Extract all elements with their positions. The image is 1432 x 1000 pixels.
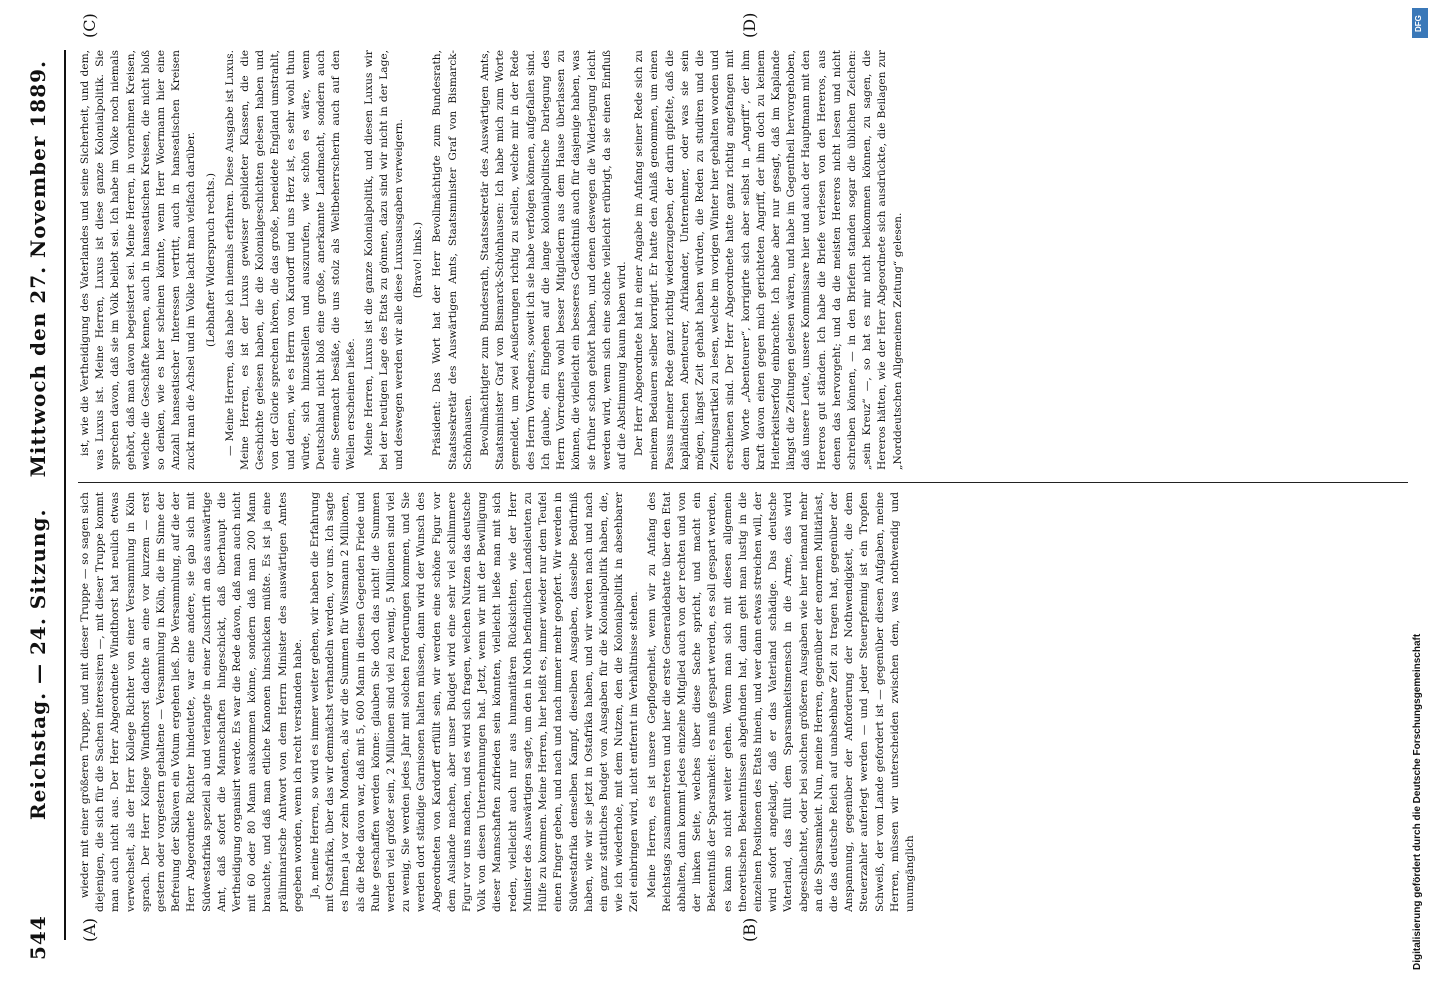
digitization-note-text: Digitalisierung gefördert durch die Deutsche Forschungsgemeinschaft xyxy=(1412,633,1423,970)
right-paragraph: Bevollmächtigter zum Bundesrath, Staatssekretär des Auswärtigen Amts, Staatsminister Graf von Bismarck-Schönhausen: Ich habe mich zum Worte gemeldet, um zwei Aeußerungen richtig zu stellen, welche mir in der Rede des Herrn Vorredners, soweit ich sie habe verfolgen können, aufgefallen sind. Ich glaube, ein Eingehen auf die lange kolonialpolitische Darlegung des Herrn Vorredners wohl besser Mitgliedern aus dem Hause überlassen zu können, die vielleicht ein besseres Gedächtniß auch für dasjenige haben, was sie früher schon gehört haben, und denen deswegen die Widerlegung leicht werden wird, wenn sich eine solche vielleicht erübrigt, da sie einen Einfluß auf die Abstimmung kaum haben wird. xyxy=(479,50,628,470)
header-rule xyxy=(64,50,66,940)
left-paragraph: Meine Herren, es ist unsere Gepflogenheit, wenn wir zu Anfang des Reichstags zusammentreten und hier die erste Generaldebatte über den Etat abhalten, dann kommt jedes einzelne Mitglied auch von der rechten und von der linken Seite, welches über diese Sache spricht, und macht ein Bekenntniß der Sparsamkeit: es muß gespart werden, es soll gespart werden, es kann so nicht weiter gehen. Wenn man sich mit diesen allgemein theoretischen Bekenntnissen abgefunden hat, dann geht man lustig in die einzelnen Positionen des Etats hinein, und wer dann etwas streichen will, der wird sofort angeklagt, daß er das Vaterland schädige. Das deutsche Vaterland, das füllt dem Sparsamkeitsmensch in die Arme, das wird abgeschlachtet, oder bei solchen größeren Ausgaben wie hier niemand mehr an die Sparsamkeit. Nun, meine Herren, gegenüber der enormen Militärlast, die das deutsche Reich auf unabsehbare Zeit zu tragen hat, gegenüber der Anspannung, gegenüber der Anforderung der Nothwendigkeit, die dem Steuerzahler auferlegt werden — und jeder Steuerpfennig ist ein Tropfen Schweiß, der vom Lande gefordert ist — gegenüber diesen Aufgaben, meine Herren, müssen wir unterscheiden zwischen dem, was nothwendig und unumgänglich xyxy=(645,492,916,912)
page-number: 544 xyxy=(26,915,50,960)
right-paragraph: Präsident: Das Wort hat der Herr Bevollmächtigte zum Bundesrath, Staatssekretär des Auswärtigen Amts, Staatsminister Graf von Bismarck-Schönhausen. xyxy=(431,50,474,470)
column-divider xyxy=(78,482,1408,483)
right-paragraph: ist, wie die Vertheidigung des Vaterlandes und seine Sicherheit, und dem, was Luxus ist. Meine Herren, Luxus ist diese ganze Kolonialpolitik. Sie sprechen davon, daß sie im Volk beliebt sei. Ich habe im Volke noch niemals gehört, daß man davon begeistert sei. Meine Herren, in vornehmen Kreisen, welche die Geschäfte kennen, auch in hanseatischen Kreisen, die nicht bloß so denken, wie es hier scheinen könnte, wenn Herr Woermann hier eine Anzahl hanseatischer Interessen vertritt, auch in hanseatischen Kreisen zuckt man die Achsel und im Volke lacht man vielfach darüber. xyxy=(79,50,198,470)
margin-marker-a: (A) xyxy=(80,917,99,942)
page-header xyxy=(20,40,60,960)
interjection: (Lebhafter Widerspruch rechts.) xyxy=(204,173,217,347)
left-paragraph: wieder mit einer größeren Truppe, und mit dieser Truppe — so sagen sich diejenigen, die sich für die Sachen interessiren —, mit dieser Truppe kommt man auch nicht aus. Der Herr Abgeordnete Windthorst hat neulich etwas verwechselt, als der Herr Kollege Richter von einer Versammlung in Köln sprach. Der Herr Kollege Windthorst dachte an eine vor kurzem — erst gestern oder vorgestern gehaltene — Versammlung in Köln, die im Sinne der Befreiung der Sklaven ein Votum ergehen ließ. Die Versammlung, auf die der Herr Abgeordnete Richter hindeutete, war eine andere, sie gab sich mit Südwestafrika speziell ab und verlangte in einer Zuschrift an das auswärtige Amt, daß sofort die Mannschaften hingeschickt, daß überhaupt die Vertheidigung organisirt werde. Es war die Rede davon, daß man auch nicht mit 60 oder 80 Mann auskommen könne, sondern daß man 200 Mann brauchte, und daß man etliche Kanonen hinschicken müßte. Es ist ja eine präliminarische Antwort von dem Herrn Minister des auswärtigen Amtes gegeben worden, wenn ich recht verstanden habe. xyxy=(79,492,304,912)
margin-marker-c: (C) xyxy=(80,13,99,38)
right-paragraph: — Meine Herren, das habe ich niemals erfahren. Diese Ausgabe ist Luxus. Meine Herren, es ist der Luxus gewisser gebildeter Klassen, die die Geschichte gelesen haben, die die Kolonialgeschichten gelesen haben und von der Glorie sprechen hören, die das große, beneidete England umstrahlt, und denen, wie es Herrn von Kardorff und uns Herz ist, es sehr wohl thun würde, sich hinzustellen und auszurufen, wie schön es wäre, wenn Deutschland nicht bloß eine große, anerkannte Landmacht, sondern auch eine Seemacht besäße, die uns stolz als Weltbeherrscherin auch auf den Wellen erscheinen ließe. xyxy=(223,50,358,470)
header-date: Mittwoch den 27. November 1889. xyxy=(26,60,50,478)
digitization-note xyxy=(1412,30,1426,970)
interjection: (Bravo! links.) xyxy=(412,221,425,299)
left-paragraph: Ja, meine Herren, so wird es immer weiter gehen, wir haben die Erfahrung mit Ostafrika, über das wir demnächst verhandeln werden, vor uns. Ich sagte es Ihnen ja vor zehn Monaten, als wir die Summen für Wissmann 2 Millionen, als die Rede davon war, daß mit 5, 600 Mann in diesen Gegenden Friede und Ruhe geschaffen werden könne: glauben Sie doch das nicht! die Summen werden viel größer sein, 2 Millionen sind viel zu wenig, 5 Millionen sind viel zu wenig, Sie werden jedes Jahr mit solchen Forderungen kommen, und Sie werden dort ständige Garnisonen halten müssen, dann wird der Wunsch des Abgeordneten von Kardorff erfüllt sein, wir werden eine schöne Figur vor dem Auslande machen, aber unser Budget wird eine sehr viel schlimmere Figur vor uns machen, und es wird sich fragen, welchen Nutzen das deutsche Volk von diesen Unternehmungen hat. Jetzt, wenn wir mit der Bewilligung dieser Mannschaften zufrieden sein könnten, vielleicht ließe man mit sich reden, vielleicht auch nur aus humanitären Rücksichten, wie der Herr Minister des Auswärtigen sagte, um den in Noth befindlichen Landsleuten zu Hülfe zu kommen. Meine Herren, hier heißt es, immer wieder nur dem Teufel einen Finger geben, und nach und nach immer mehr geopfert. Wir werden in Südwestafrika denselben Kampf, dieselben Ausgaben, dasselbe Bedürfniß haben, wie wir sie jetzt in Ostafrika haben, und wir werden nach und nach ein ganz stattliches Budget von Ausgaben für die Kolonialpolitik haben, die, wie ich wiederhole, mit dem Nutzen, den die Kolonialpolitik in absehbarer Zeit einbringen wird, nicht entfernt im Verhältnisse stehen. xyxy=(309,492,641,912)
margin-marker-b: (B) xyxy=(740,917,759,942)
margin-marker-d: (D) xyxy=(740,12,759,38)
dfg-logo-text: DFG xyxy=(1414,15,1423,32)
right-paragraph: Meine Herren, Luxus ist die ganze Kolonialpolitik, und diesen Luxus wir bei der heutigen Lage des Etats zu gönnen, dazu sind wir nicht in der Lage, und deswegen werden wir alle diese Luxusausgaben verweigern. xyxy=(362,50,406,470)
right-paragraph: Der Herr Abgeordnete hat in einer Angabe im Anfang seiner Rede sich zu meinem Bedauern selber korrigirt. Er hatte den Anlaß genommen, um einen Passus meiner Rede ganz richtig wiederzugeben, der darin gipfelte, daß die kapländischen Abenteurer, Afrikander, Unternehmer, oder was sie sein mögen, längst Zeit gehabt haben würden, die Reden zu studiren und die Zeitungsartikel zu lesen, welche im vorigen Winter hier gehalten worden und erschienen sind. Der Herr Abgeordnete hatte ganz richtig angefangen mit dem Worte „Abenteurer“, korrigirte sich aber selbst in „Angriff“, der ihm kraft davon einen gegen mich gerichteten Angriff, der ihm doch zu keinem Heiterkeitserfolg einbrachte. Ich habe aber nur gesagt, daß im Kaplande längst die Zeitungen gelesen wären, und habe im Gegentheil hervorgehoben, daß unsere Leute, unsere Kommissare hier und auch der Hauptmann mit den Hereros gut ständen. Ich habe die Briefe verlesen von den Hereros, aus denen das hervorgeht; und da die meisten Hereros nicht lesen und nicht schreiben können, — in den Briefen standen sogar die üblichen Zeichen: „sein Kreuz“ —, so hat es mir nicht beikommen können, zu sagen, die Hereros hätten, wie der Herr Abgeordnete sich ausdrückte, die Beilagen zur „Norddeutschen Allgemeinen Zeitung“ gelesen. xyxy=(633,50,904,470)
dfg-logo xyxy=(1412,8,1428,38)
header-title: Reichstag. — 24. Sitzung. xyxy=(26,508,50,820)
left-column xyxy=(78,492,1418,912)
right-column xyxy=(78,50,1418,470)
